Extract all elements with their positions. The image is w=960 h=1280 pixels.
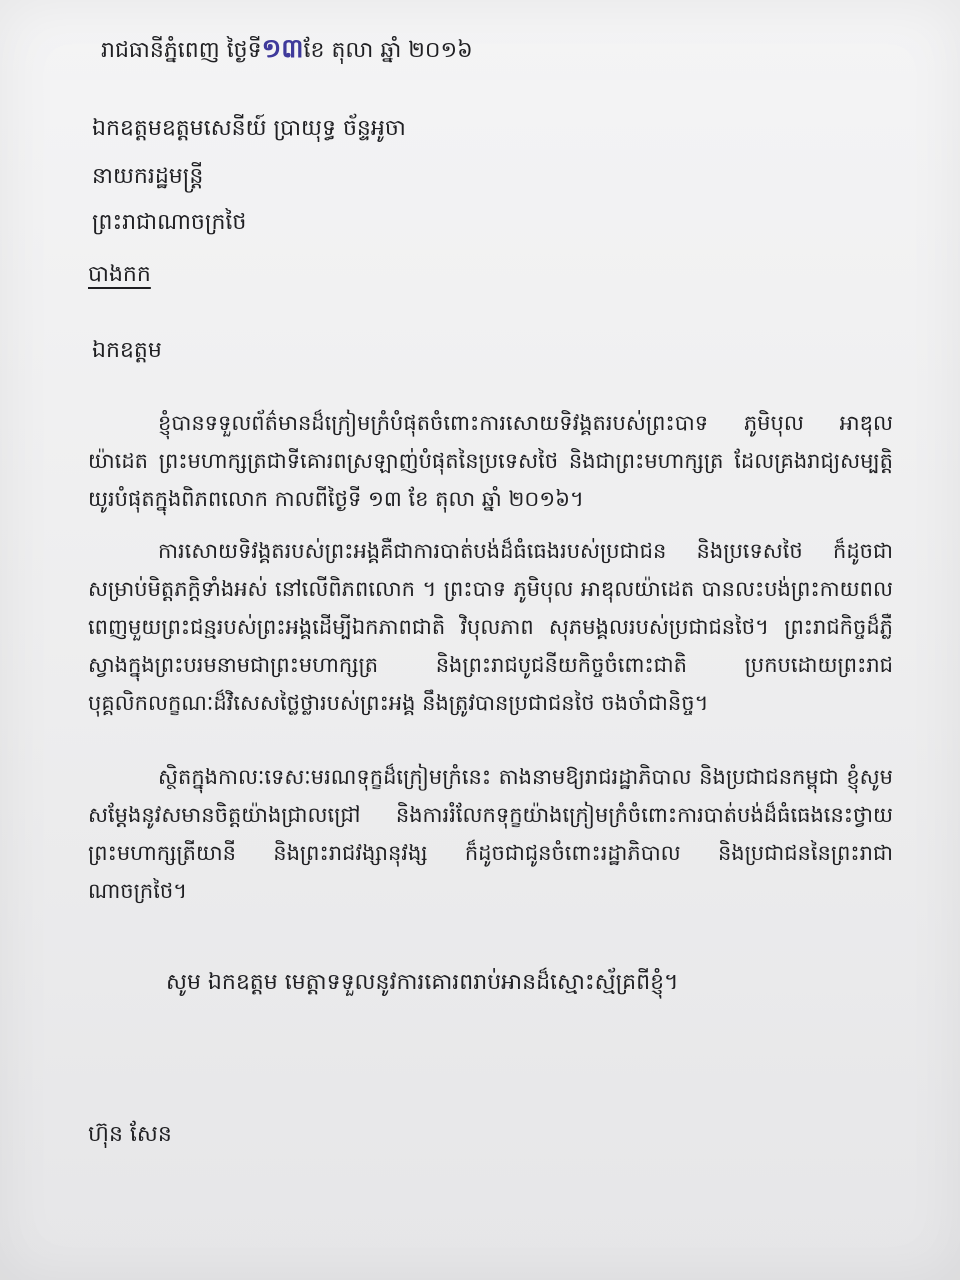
- body-paragraph-3: ស្ថិតក្នុងកាលៈទេសៈមរណទុក្ខដ៏ក្រៀមក្រំនេះ តាងនាមឱ្យរាជរដ្ឋាភិបាល និងប្រជាជនកម្ពុជា ខ្ញុំសូមសម្តែងនូវសមានចិត្តយ៉ាងជ្រាលជ្រៅ និងការរំលែកទុក្ខយ៉ាងក្រៀមក្រំចំពោះការបាត់បង់ដ៏ធំធេងនេះថ្វាយព្រះមហាក្សត្រីយានី និងព្រះរាជវង្សានុវង្ស ក៏ដូចជាជូនចំពោះរដ្ឋាភិបាល និងប្រជាជននៃព្រះរាជាណាចក្រថៃ។: [88, 765, 893, 903]
- salutation: ឯកឧត្តម: [92, 338, 162, 363]
- body-paragraph-1: ខ្ញុំបានទទួលព័ត៌មានដ៏ក្រៀមក្រំបំផុតចំពោះការសោយទិវង្គតរបស់ព្រះបាទ ភូមិបុល អាឌុលយ៉ាដេត ព្រះមហាក្សត្រជាទីគោរពស្រឡាញ់បំផុតនៃប្រទេសថៃ និងជាព្រះមហាក្សត្រ ដែលគ្រងរាជ្យសម្បត្តិយូរបំផុតក្នុងពិភពលោក កាលពីថ្ងៃទី ១៣ ខែ តុលា ឆ្នាំ ២០១៦។: [88, 411, 893, 511]
- recipient-title: នាយករដ្ឋមន្ត្រី: [92, 164, 204, 189]
- recipient-name: ឯកឧត្តមឧត្តមសេនីយ៍ ប្រាយុទ្ធ ច័ន្ទអូចា: [92, 116, 406, 141]
- dateline-prefix: រាជធានីភ្នំពេញ ថ្ងៃទី: [101, 38, 262, 63]
- dateline-day-handwritten: ១៣: [261, 34, 304, 64]
- recipient-city: បាងកក: [88, 262, 151, 287]
- closing-line: សូម ឯកឧត្តម មេត្តាទទួលនូវការគោរពរាប់អានដ៏ស្មោះស្ម័គ្រពីខ្ញុំ។: [166, 970, 679, 995]
- dateline: [101, 32, 473, 68]
- signature-name: ហ៊ុន សែន: [88, 1122, 172, 1147]
- recipient-country: ព្រះរាជាណាចក្រថៃ: [92, 210, 247, 235]
- dateline-suffix: ខែ តុលា ឆ្នាំ ២០១៦: [303, 38, 473, 63]
- body-paragraph-2: ការសោយទិវង្គតរបស់ព្រះអង្គគឺជាការបាត់បង់ដ៏ធំធេងរបស់ប្រជាជន និងប្រទេសថៃ ក៏ដូចជាសម្រាប់មិត្តភក្តិទាំងអស់ នៅលើពិភពលោក ។ ព្រះបាទ ភូមិបុល អាឌុលយ៉ាដេត បានលះបង់ព្រះកាយពលពេញមួយព្រះជន្មរបស់ព្រះអង្គដើម្បីឯកភាពជាតិ វិបុលភាព សុភមង្គលរបស់ប្រជាជនថៃ។ ព្រះរាជកិច្ចដ៏ភ្លឺស្វាងក្នុងព្រះបរមនាមជាព្រះមហាក្សត្រ និងព្រះរាជបូជនីយកិច្ចចំពោះជាតិ ប្រកបដោយព្រះរាជបុគ្គលិកលក្ខណៈដ៏វិសេសថ្លៃថ្លារបស់ព្រះអង្គ នឹងត្រូវបានប្រជាជនថៃ ចងចាំជានិច្ច។: [88, 539, 893, 715]
